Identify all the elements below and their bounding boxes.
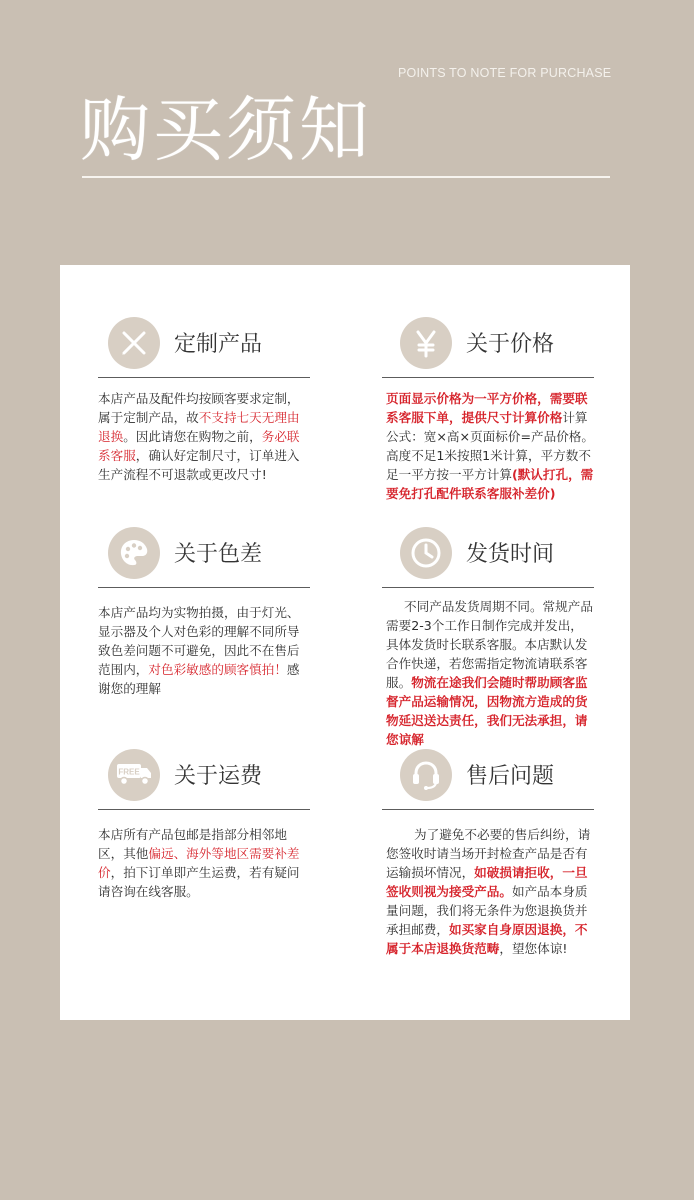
- body-text: ，确认好定制尺寸，订单进入生产流程不可退款或更改尺寸!: [98, 448, 300, 482]
- body-text: 计算公式：宽×高×页面标价=产品价格。高度不足1米按照1米计算，平方数不足一平方按一平方计算: [386, 410, 594, 482]
- body-text: 本店产品均为实物拍摄，由于灯光、显示器及个人对色彩的理解不同所导致色差问题不可避免，因此不在售后范围内，: [98, 605, 300, 677]
- section-price: [382, 317, 594, 501]
- highlight-text: 物流在途我们会随时帮助顾客监督产品运输情况，因物流方造成的货物延迟送达责任，我们无法承担，请您谅解: [386, 675, 588, 747]
- highlight-text: 不支持七天无理由退换: [98, 410, 300, 444]
- section-title: 发货时间: [466, 542, 555, 567]
- highlight-text: 偏远、海外等地区需要补差价: [98, 846, 300, 880]
- section-custom: [98, 317, 310, 482]
- body-text: 如产品本身质量问题，我们将无条件为您退换货并承担邮费，: [386, 884, 588, 937]
- body-text: ，拍下订单即产生运费，若有疑问请咨询在线客服。: [98, 865, 300, 899]
- section-title: 定制产品: [174, 332, 263, 357]
- highlight-text: (默认打孔，需要免打孔配件联系客服补差价): [386, 467, 594, 501]
- header-subtitle: POINTS TO NOTE FOR PURCHASE: [398, 66, 612, 80]
- body-text: 不同产品发货周期不同。常规产品需要2-3个工作日制作完成并发出，具体发货时长联系客服。本店默认发合作快递，若您需指定物流请联系客服。: [386, 599, 593, 690]
- free-shipping-truck-icon: [108, 749, 160, 801]
- yen-icon: [400, 317, 452, 369]
- section-body: [382, 825, 594, 958]
- section-body: [382, 597, 594, 749]
- highlight-text: 如买家自身原因退换，不属于本店退换货范畴: [386, 922, 588, 956]
- body-text: 本店产品及配件均按顾客要求定制，属于定制产品，故: [98, 391, 300, 425]
- section-divider: [98, 377, 310, 378]
- body-text: 本店所有产品包邮是指部分相邻地区，其他: [98, 827, 287, 861]
- section-divider: [98, 587, 310, 588]
- headset-icon: [400, 749, 452, 801]
- section-divider: [382, 377, 594, 378]
- section-title: 关于运费: [174, 764, 263, 789]
- highlight-text: 对色彩敏感的顾客慎拍！: [148, 662, 287, 677]
- section-body: [98, 389, 310, 484]
- notice-card: [60, 265, 630, 1020]
- pencil-ruler-icon: [108, 317, 160, 369]
- section-divider: [382, 587, 594, 588]
- section-body: [98, 603, 310, 698]
- section-body: [382, 389, 594, 503]
- highlight-text: 页面显示价格为一平方价格，需要联系客服下单，提供尺寸计算价格: [386, 391, 588, 425]
- section-after-sales: [382, 749, 594, 956]
- section-body: [98, 825, 310, 901]
- palette-icon: [108, 527, 160, 579]
- free-label: FREE: [118, 767, 140, 777]
- body-text: 感谢您的理解: [98, 662, 300, 696]
- body-text: ，望您体谅!: [499, 941, 568, 956]
- section-title: 售后问题: [466, 764, 555, 789]
- section-divider: [382, 809, 594, 810]
- body-text: 为了避免不必要的售后纠纷，请您签收时请当场开封检查产品是否有运输损坏情况，: [386, 827, 591, 880]
- highlight-text: 务必联系客服: [98, 429, 300, 463]
- section-title: 关于色差: [174, 542, 263, 567]
- highlight-text: 如破损请拒收，一旦签收则视为接受产品。: [386, 865, 588, 899]
- title-divider: [82, 176, 610, 178]
- page-title: 购买须知: [80, 89, 372, 171]
- section-shipping-time: [382, 527, 594, 747]
- clock-icon: [400, 527, 452, 579]
- section-color: [98, 527, 310, 696]
- section-title: 关于价格: [466, 332, 555, 357]
- section-divider: [98, 809, 310, 810]
- body-text: 。因此请您在购物之前，: [123, 429, 262, 444]
- section-freight: [98, 749, 310, 899]
